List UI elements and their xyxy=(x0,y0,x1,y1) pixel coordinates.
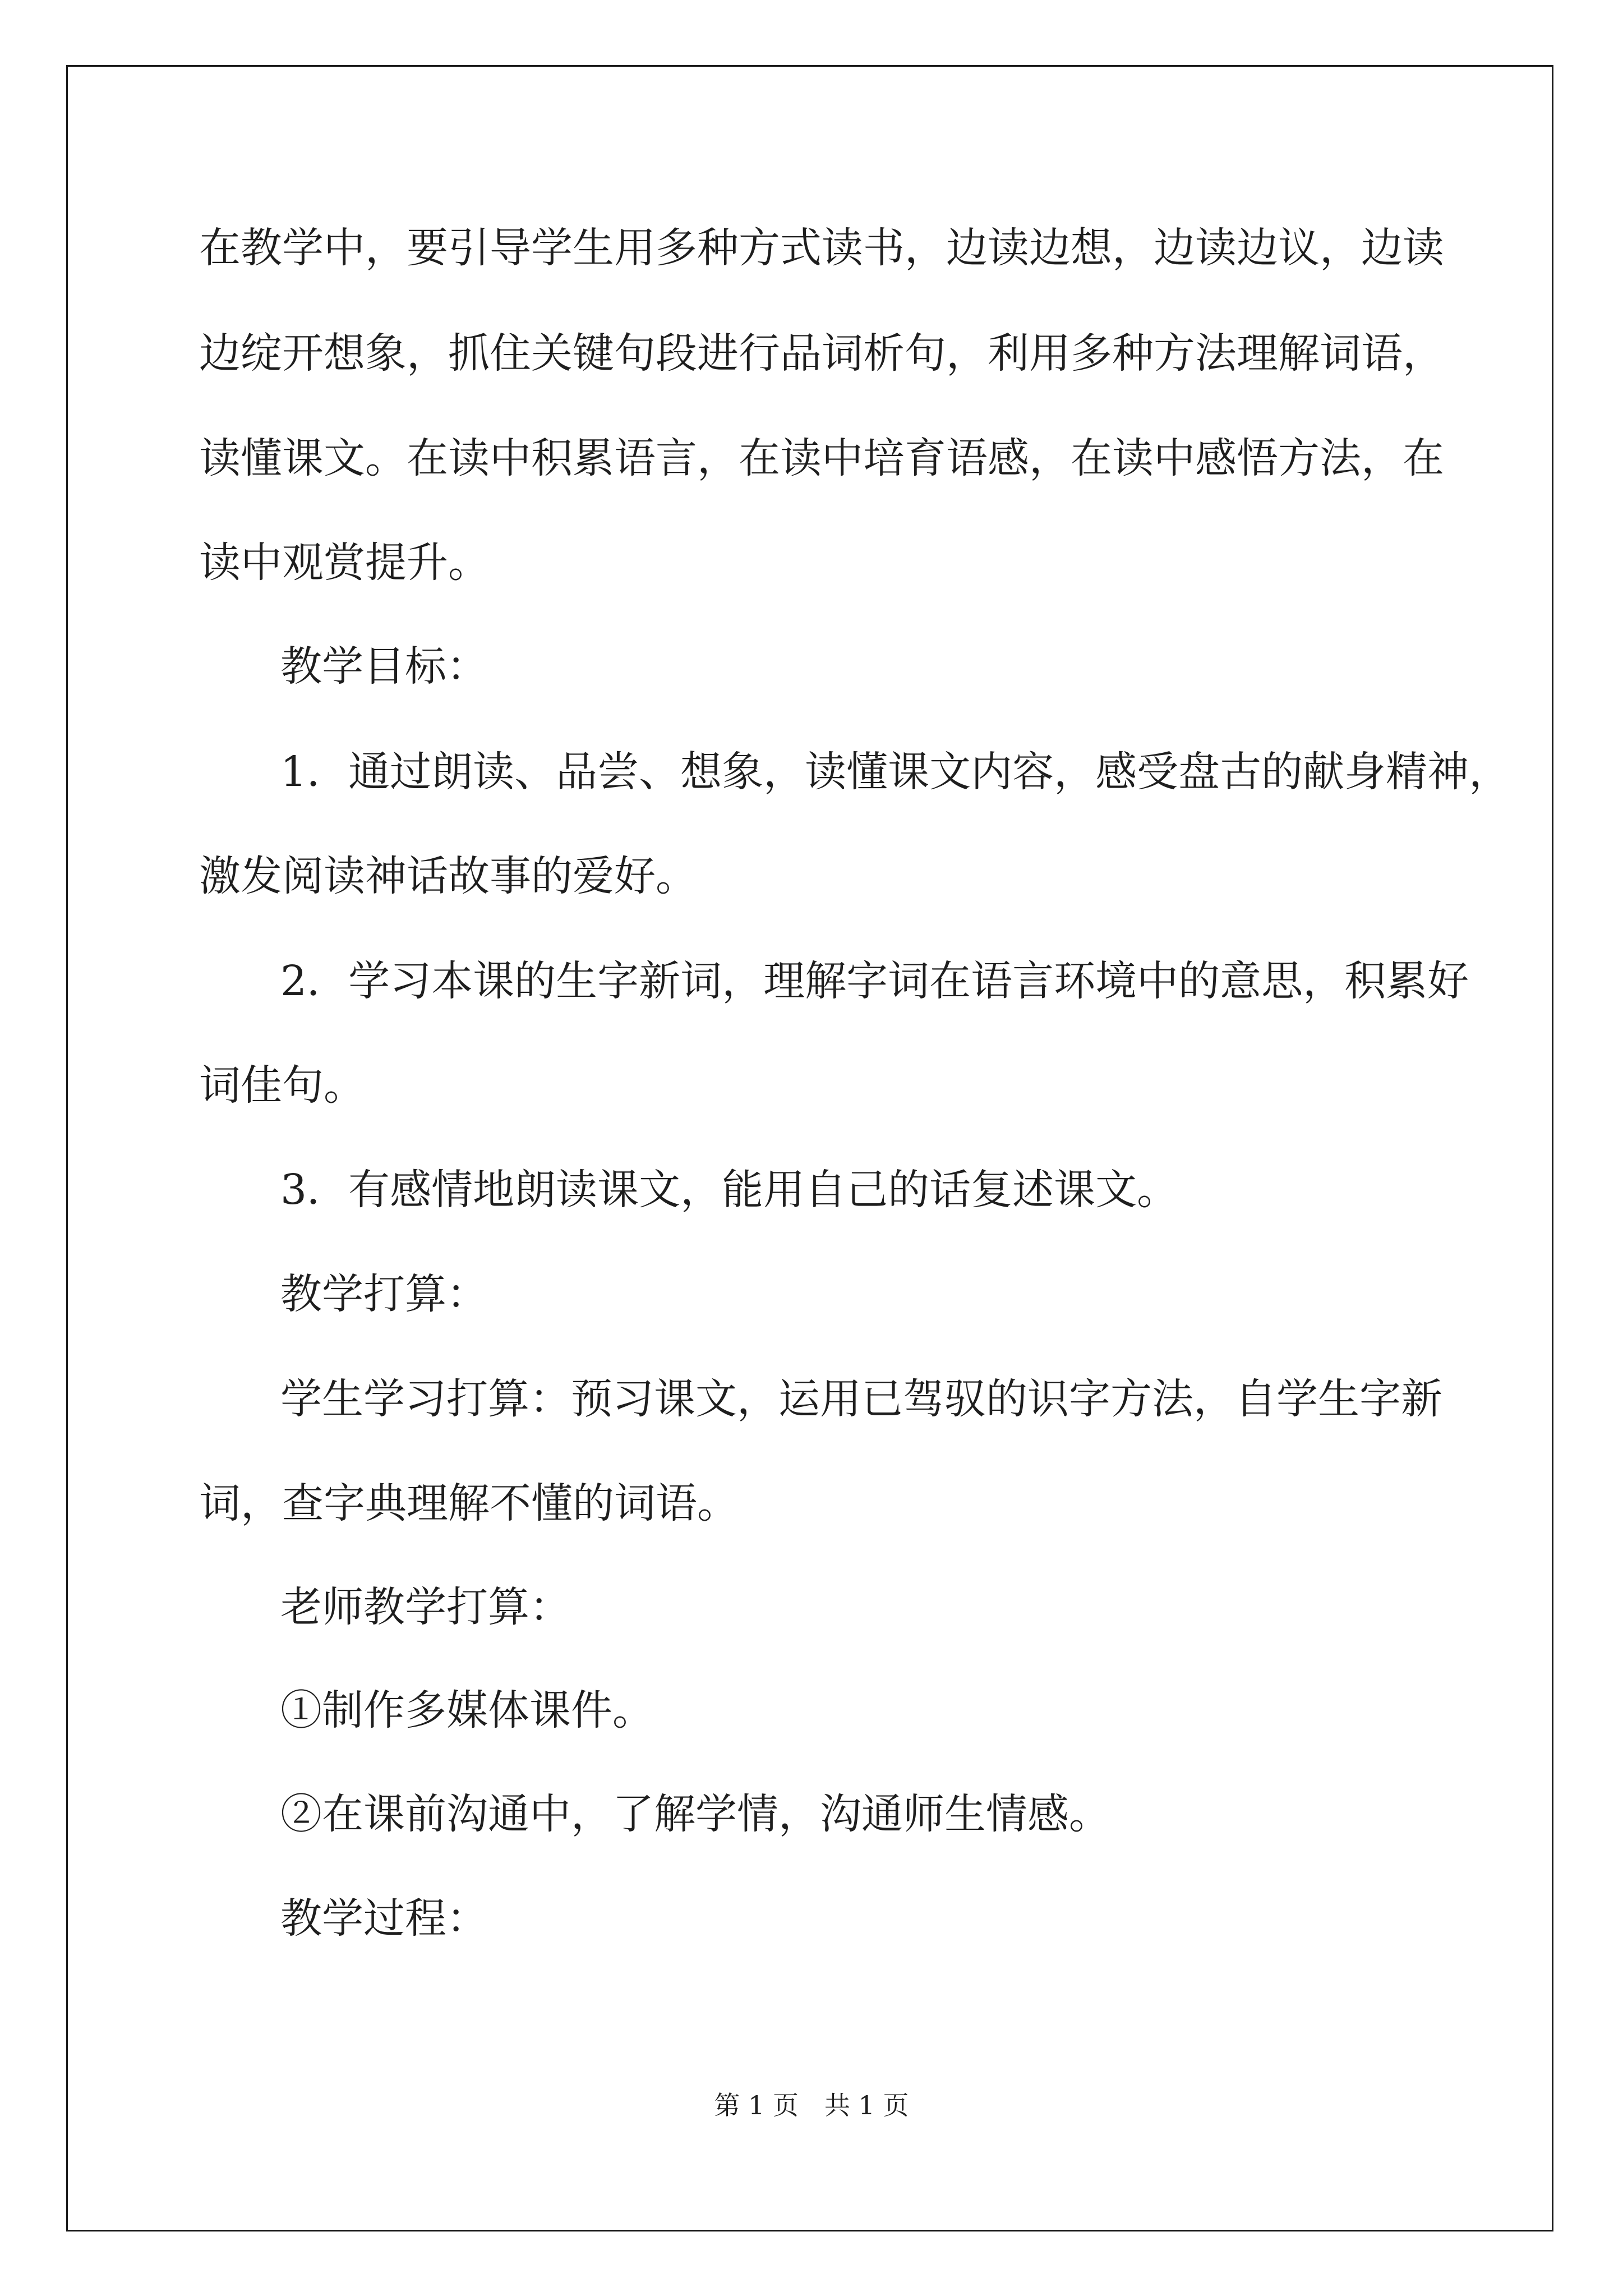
paragraph-line: 读懂课文。在读中积累语言，在读中培育语感，在读中感悟方法，在 xyxy=(199,434,1444,482)
list-item-line: 2．学习本课的生字新词，理解字词在语言环境中的意思，积累好 xyxy=(280,957,1469,1005)
section-heading: 教学打算： xyxy=(280,1270,488,1318)
list-item-line: ①制作多媒体课件。 xyxy=(280,1686,654,1734)
list-item-line: 3．有感情地朗读课文，能用自己的话复述课文。 xyxy=(280,1166,1179,1214)
list-item-line: 词佳句。 xyxy=(199,1061,365,1110)
paragraph-line: 词，查字典理解不懂的词语。 xyxy=(199,1479,739,1527)
list-item-line: 1．通过朗读、品尝、想象，读懂课文内容，感受盘古的献身精神， xyxy=(280,748,1511,796)
paragraph-line: 边绽开想象，抓住关键句段进行品词析句，利用多种方法理解词语， xyxy=(199,329,1444,378)
section-heading: 教学过程： xyxy=(280,1894,488,1943)
paragraph-line: 读中观赏提升。 xyxy=(199,539,490,587)
list-item-line: ②在课前沟通中，了解学情，沟通师生情感。 xyxy=(280,1790,1110,1838)
list-item-line: 激发阅读神话故事的爱好。 xyxy=(199,852,697,900)
paragraph-line: 在教学中，要引导学生用多种方式读书，边读边想，边读边议，边读 xyxy=(199,224,1444,272)
section-heading: 老师教学打算： xyxy=(280,1583,571,1631)
page-number-footer: 第 1 页 共 1 页 xyxy=(714,2090,909,2120)
section-heading: 教学目标： xyxy=(280,642,488,691)
paragraph-line: 学生学习打算：预习课文，运用已驾驭的识字方法，自学生字新 xyxy=(280,1375,1442,1423)
